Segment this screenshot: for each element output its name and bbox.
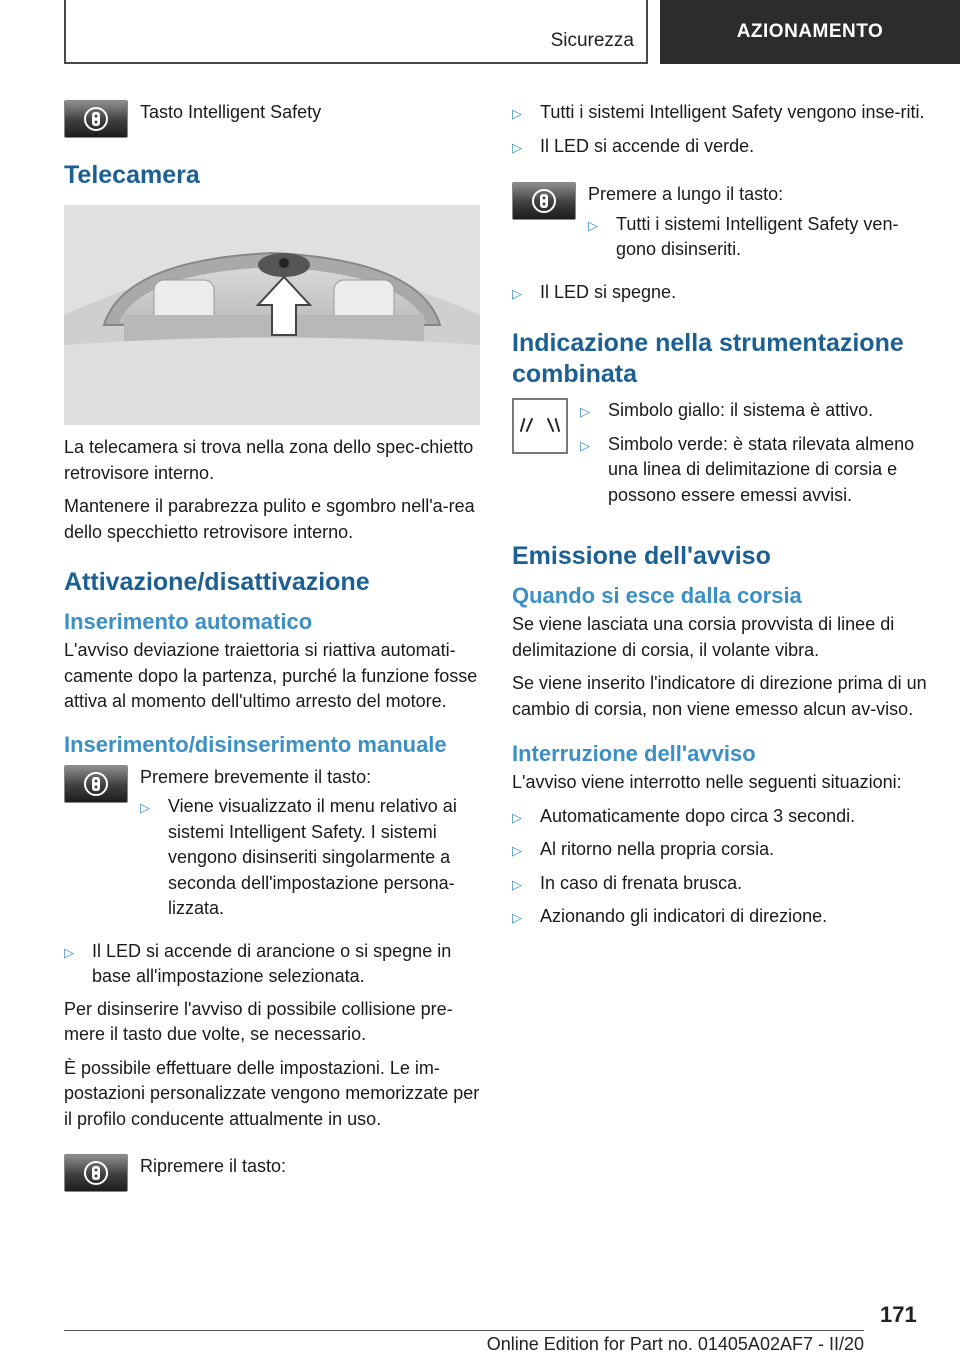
manual-activation-heading: Inserimento/disinserimento manuale xyxy=(64,731,447,757)
header-chapter-tab: AZIONAMENTO xyxy=(660,0,960,64)
manual-press-text: Premere brevemente il tasto: xyxy=(140,766,372,787)
triangle-bullet-icon: ▷ xyxy=(512,285,522,301)
list-item: ▷ In caso di frenata brusca. xyxy=(512,871,928,898)
intelligent-safety-button-icon xyxy=(64,765,128,803)
camera-heading: Telecamera xyxy=(64,161,200,189)
right-column xyxy=(512,100,928,938)
leaving-paragraph-1: Se viene lasciata una corsia provvista di linee di delimitazione di corsia, il volante vibra. xyxy=(512,614,895,660)
page-number: 171 xyxy=(880,1302,917,1327)
triangle-bullet-icon: ▷ xyxy=(140,800,150,815)
list-item: ▷ Tutti i sistemi Intelligent Safety vengono inse-riti. xyxy=(512,100,928,127)
list-item: ▷ Il LED si accende di arancione o si spegne in base all'impostazione selezionata. xyxy=(64,939,480,990)
triangle-bullet-icon: ▷ xyxy=(512,139,522,155)
list-item: ▷ Tutti i sistemi Intelligent Safety ven-gono disinseriti. xyxy=(588,212,928,263)
long-press-button-row xyxy=(512,182,928,270)
triangle-bullet-icon: ▷ xyxy=(512,843,522,858)
activation-heading: Attivazione/disattivazione xyxy=(64,568,370,596)
triangle-bullet-icon: ▷ xyxy=(512,809,522,825)
disable-collision-paragraph: Per disinserire l'avviso di possibile collisione pre-mere il tasto due volte, se necessario. xyxy=(64,998,453,1044)
interrupt-heading: Interruzione dell'avviso xyxy=(512,741,756,766)
footer-divider xyxy=(64,1330,864,1331)
list-item: ▷ Simbolo giallo: il sistema è attivo. xyxy=(580,398,928,425)
intelligent-safety-button-icon xyxy=(512,182,576,220)
lane-departure-symbol-icon xyxy=(512,398,568,454)
list-item: ▷ Automaticamente dopo circa 3 secondi. xyxy=(512,804,928,831)
triangle-bullet-icon: ▷ xyxy=(580,437,590,453)
camera-location-photo xyxy=(64,205,480,425)
camera-paragraph-1: La telecamera si trova nella zona dello spec-chietto retrovisore interno. xyxy=(64,437,474,483)
auto-activation-heading: Inserimento automatico xyxy=(64,609,313,634)
triangle-bullet-icon: ▷ xyxy=(588,217,598,233)
lane-symbol-row xyxy=(512,398,928,515)
repress-text: Ripremere il tasto: xyxy=(140,1156,287,1176)
triangle-bullet-icon: ▷ xyxy=(512,910,522,925)
list-item: ▷ Il LED si accende di verde. xyxy=(512,134,928,161)
repress-button-row xyxy=(64,1154,480,1192)
long-press-text: Premere a lungo il tasto: xyxy=(588,184,784,204)
list-item: ▷ Viene visualizzato il menu relativo ai sistemi Intelligent Safety. I sistemi vengono disinseriti singolarmente a seconda dell'impostazione persona-lizzata. xyxy=(140,794,480,922)
auto-activation-paragraph: L'avviso deviazione traiettoria si riattiva automati-camente dopo la partenza, purché la funzione fosse attiva al momento dell'ultimo arresto del motore. xyxy=(64,640,478,711)
leaving-paragraph-2: Se viene inserito l'indicatore di direzione prima di un cambio di corsia, non viene emesso alcun av-viso. xyxy=(512,673,927,719)
settings-paragraph: È possibile effettuare delle impostazioni. Le im-postazioni personalizzate vengono memorizzate per il profilo conducente attualmente in uso. xyxy=(64,1057,480,1129)
intelligent-safety-button-icon xyxy=(64,100,128,138)
leaving-lane-heading: Quando si esce dalla corsia xyxy=(512,583,802,608)
left-column xyxy=(64,100,480,1202)
list-item: ▷ Al ritorno nella propria corsia. xyxy=(512,837,928,864)
list-item: ▷ Azionando gli indicatori di direzione. xyxy=(512,904,928,931)
triangle-bullet-icon: ▷ xyxy=(512,876,522,892)
manual-button-row xyxy=(64,765,480,929)
triangle-bullet-icon: ▷ xyxy=(580,404,590,419)
interrupt-paragraph: L'avviso viene interrotto nelle seguenti situazioni: xyxy=(512,772,902,792)
safety-button-row xyxy=(64,100,480,138)
list-item: ▷ Il LED si spegne. xyxy=(512,280,928,307)
camera-paragraph-2: Mantenere il parabrezza pulito e sgombro nell'a-rea dello specchietto retrovisore interno. xyxy=(64,496,475,542)
warning-heading: Emissione dell'avviso xyxy=(512,542,771,570)
triangle-bullet-icon: ▷ xyxy=(64,944,74,960)
footer-edition-link[interactable]: Online Edition for Part no. 01405A02AF7 - II/20 xyxy=(486,1334,864,1354)
safety-button-label: Tasto Intelligent Safety xyxy=(140,102,322,122)
triangle-bullet-icon: ▷ xyxy=(512,106,522,121)
list-item: ▷ Simbolo verde: è stata rilevata almeno una linea di delimitazione di corsia e possono essere emessi avvisi. xyxy=(580,432,928,509)
intelligent-safety-button-icon xyxy=(64,1154,128,1192)
header-section-title: Sicurezza xyxy=(550,30,634,51)
display-heading: Indicazione nella strumentazione combinata xyxy=(512,329,904,388)
